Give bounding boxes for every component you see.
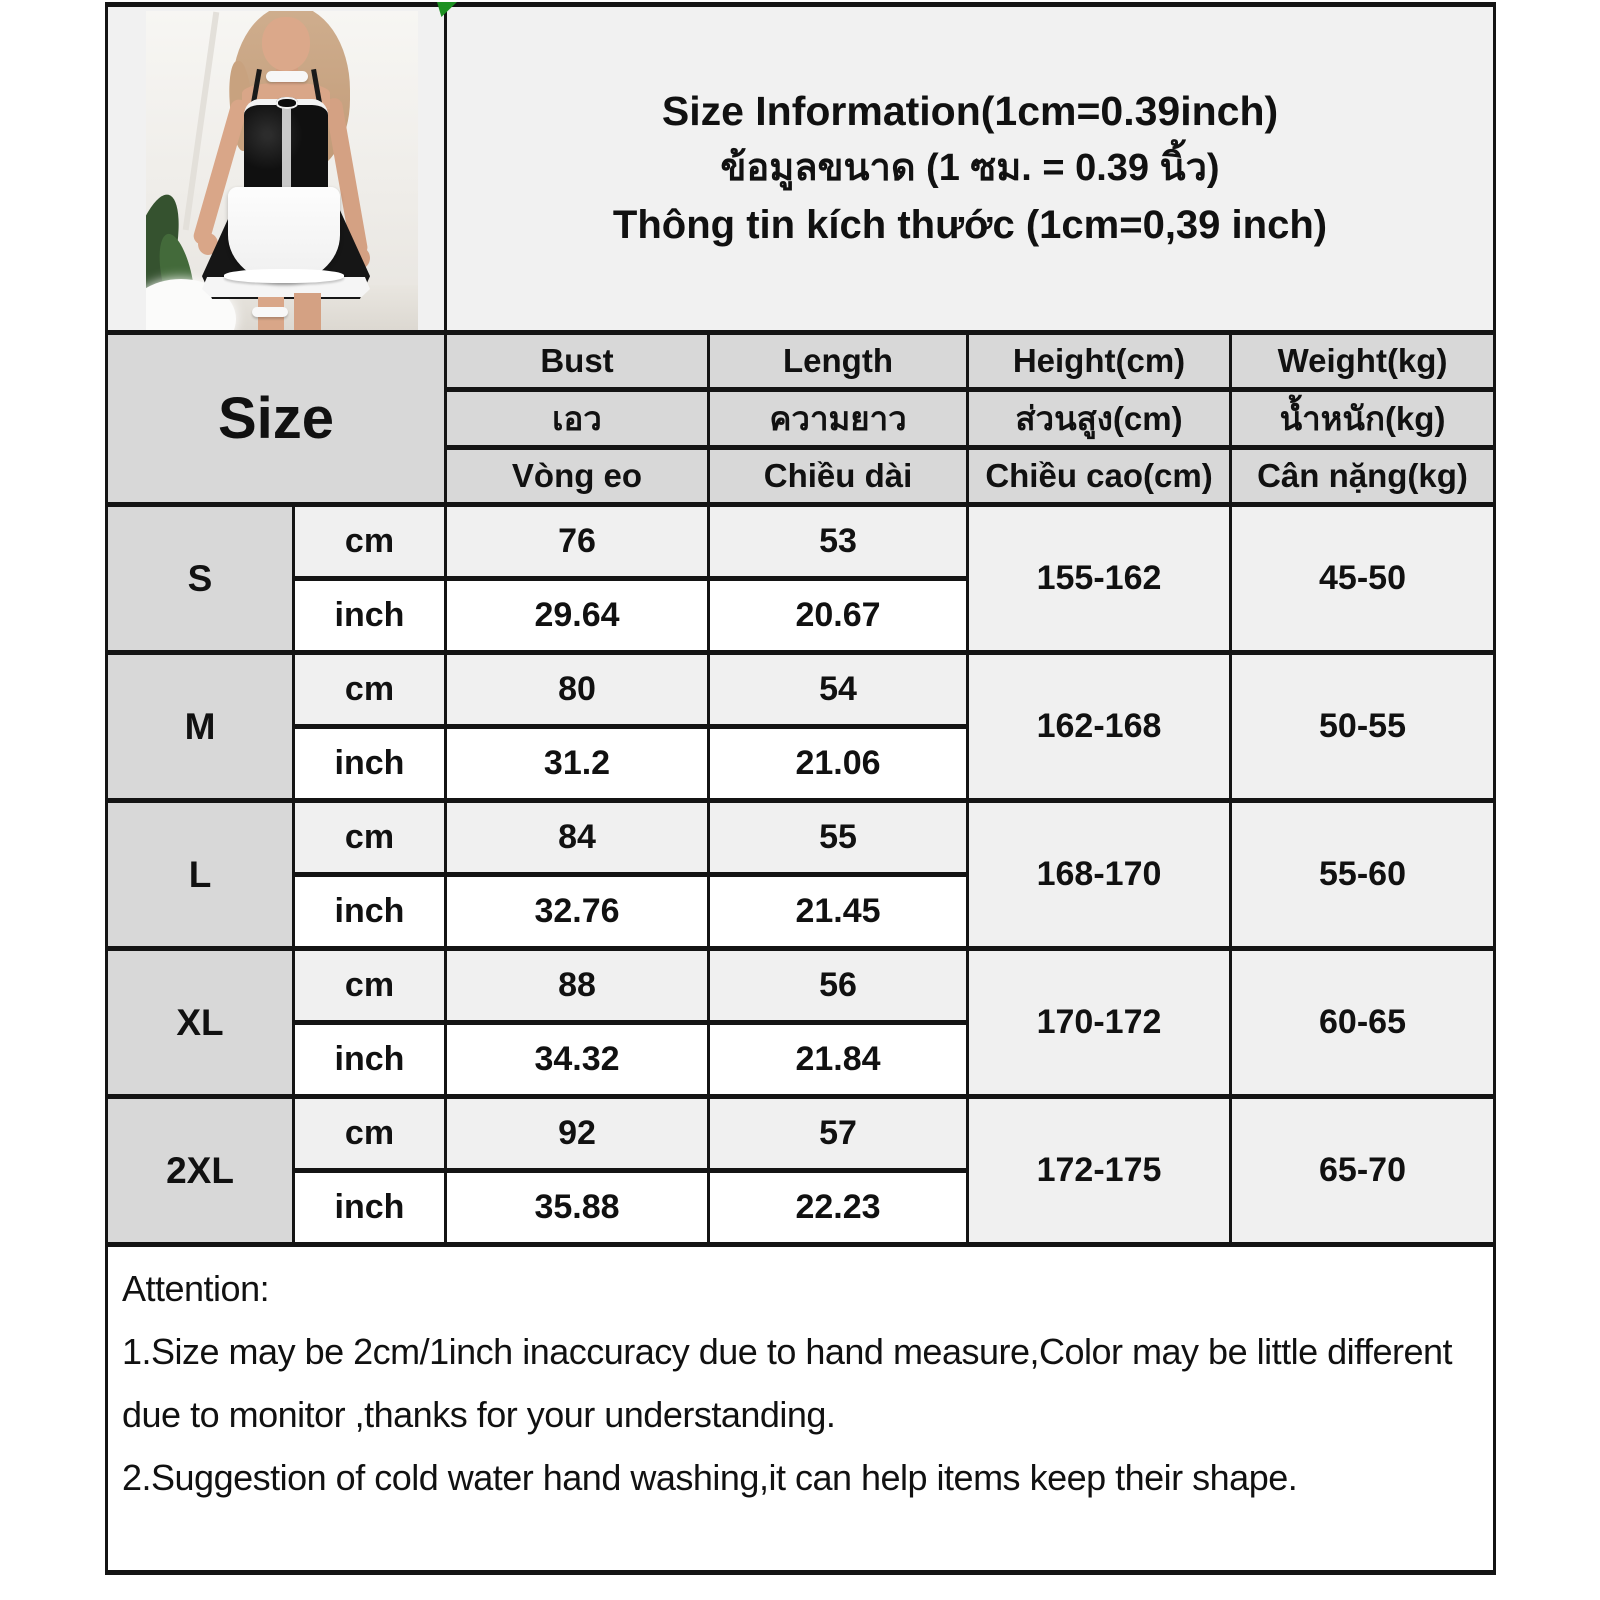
col-header-weight-en: Weight(kg): [1231, 333, 1495, 390]
white-garter: [252, 307, 288, 317]
unit-label-inch: inch: [294, 1023, 446, 1097]
model-face: [262, 17, 310, 71]
unit-label-cm: cm: [294, 949, 446, 1023]
length-cm-value: 57: [709, 1097, 968, 1171]
weight-range-value: 45-50: [1231, 505, 1495, 653]
bust-cm-value: 84: [446, 801, 709, 875]
size-row-label: S: [107, 505, 294, 653]
height-range-value: 162-168: [968, 653, 1231, 801]
length-inch-value: 21.45: [709, 875, 968, 949]
size-row-label: XL: [107, 949, 294, 1097]
unit-label-inch: inch: [294, 875, 446, 949]
size-information-table: [105, 2, 1496, 1575]
attention-note: [107, 1245, 1495, 1573]
size-row-label: M: [107, 653, 294, 801]
length-cm-value: 54: [709, 653, 968, 727]
bust-inch-value: 32.76: [446, 875, 709, 949]
col-header-height-en: Height(cm): [968, 333, 1231, 390]
length-inch-value: 20.67: [709, 579, 968, 653]
unit-label-cm: cm: [294, 653, 446, 727]
weight-range-value: 65-70: [1231, 1097, 1495, 1245]
weight-range-value: 60-65: [1231, 949, 1495, 1097]
size-header-cell: Size: [107, 333, 446, 505]
length-cm-value: 56: [709, 949, 968, 1023]
height-range-value: 168-170: [968, 801, 1231, 949]
length-inch-value: 21.84: [709, 1023, 968, 1097]
product-photo: [146, 11, 418, 331]
length-cm-value: 53: [709, 505, 968, 579]
bodice-bow: [276, 97, 298, 109]
col-header-weight-th: น้ำหนัก(kg): [1231, 390, 1495, 448]
length-inch-value: 22.23: [709, 1171, 968, 1245]
attention-heading: Attention:: [122, 1268, 270, 1309]
model-leg: [294, 293, 321, 331]
unit-label-inch: inch: [294, 579, 446, 653]
bust-cm-value: 92: [446, 1097, 709, 1171]
col-header-bust-en: Bust: [446, 333, 709, 390]
apron-ruffle: [224, 269, 344, 283]
col-header-length-vi: Chiều dài: [709, 448, 968, 505]
height-range-value: 172-175: [968, 1097, 1231, 1245]
size-row-label: L: [107, 801, 294, 949]
title-cell: [446, 5, 1495, 333]
col-header-length-th: ความยาว: [709, 390, 968, 448]
title-english: Size Information(1cm=0.39inch): [661, 88, 1279, 134]
bust-cm-value: 88: [446, 949, 709, 1023]
col-header-length-en: Length: [709, 333, 968, 390]
bust-inch-value: 31.2: [446, 727, 709, 801]
weight-range-value: 50-55: [1231, 653, 1495, 801]
bust-inch-value: 35.88: [446, 1171, 709, 1245]
unit-label-cm: cm: [294, 1097, 446, 1171]
bodice-center-trim: [282, 105, 291, 197]
length-cm-value: 55: [709, 801, 968, 875]
col-header-height-th: ส่วนสูง(cm): [968, 390, 1231, 448]
col-header-weight-vi: Cân nặng(kg): [1231, 448, 1495, 505]
height-range-value: 170-172: [968, 949, 1231, 1097]
unit-label-inch: inch: [294, 727, 446, 801]
attention-note-2: 2.Suggestion of cold water hand washing,it can help items keep their shape.: [122, 1457, 1298, 1498]
white-choker: [266, 71, 308, 82]
bust-cm-value: 80: [446, 653, 709, 727]
attention-note-1: 1.Size may be 2cm/1inch inaccuracy due to hand measure,Color may be little different due to monitor ,thanks for your understanding.: [122, 1331, 1453, 1435]
bust-inch-value: 29.64: [446, 579, 709, 653]
col-header-height-vi: Chiều cao(cm): [968, 448, 1231, 505]
bust-inch-value: 34.32: [446, 1023, 709, 1097]
col-header-bust-th: เอว: [446, 390, 709, 448]
weight-range-value: 55-60: [1231, 801, 1495, 949]
product-photo-cell: [107, 5, 446, 333]
unit-label-cm: cm: [294, 801, 446, 875]
unit-label-inch: inch: [294, 1171, 446, 1245]
col-header-bust-vi: Vòng eo: [446, 448, 709, 505]
bust-cm-value: 76: [446, 505, 709, 579]
unit-label-cm: cm: [294, 505, 446, 579]
length-inch-value: 21.06: [709, 727, 968, 801]
size-row-label: 2XL: [107, 1097, 294, 1245]
title-vietnamese: Thông tin kích thước (1cm=0,39 inch): [612, 203, 1328, 247]
title-thai: ข้อมูลขนาด (1 ซม. = 0.39 นิ้ว): [720, 147, 1220, 189]
height-range-value: 155-162: [968, 505, 1231, 653]
